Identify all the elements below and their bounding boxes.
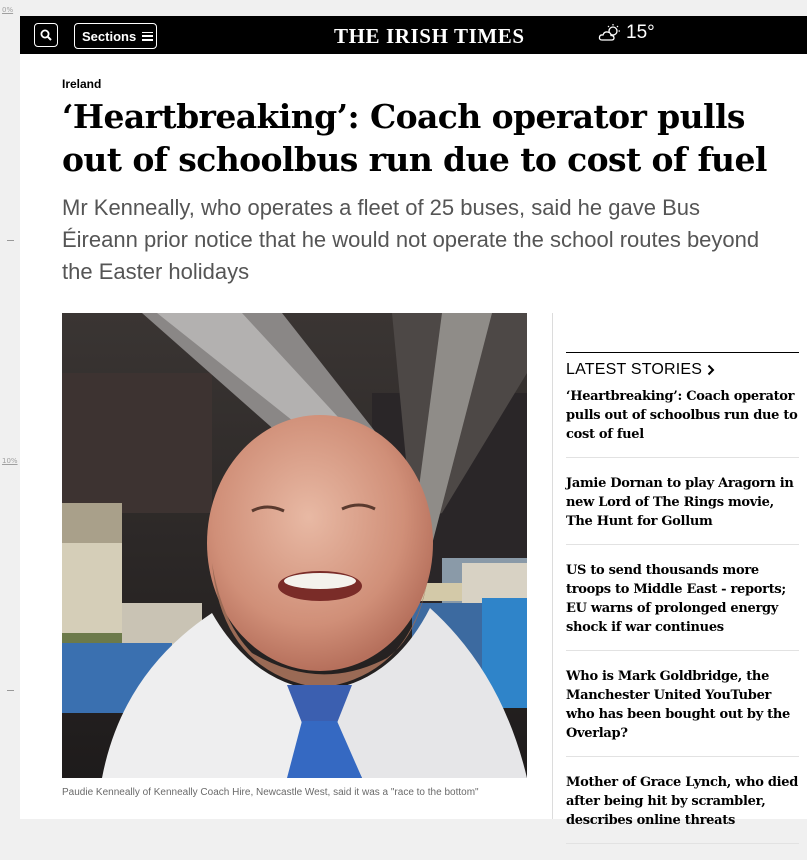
top-strip	[20, 0, 807, 16]
latest-stories-title: LATEST STORIES	[566, 361, 703, 378]
search-icon	[40, 29, 52, 41]
sections-menu-button[interactable]	[74, 23, 157, 49]
article-standfirst: Mr Kenneally, who operates a fleet of 25 buses, said he gave Bus Éireann prior notice that he would not operate the school routes beyond the Easter holidays	[62, 195, 760, 284]
site-logo[interactable]: THE IRISH TIMES	[334, 24, 525, 48]
latest-story-link[interactable]: US to send thousands more troops to Middle East - reports; EU warns of prolonged energy shock if war continues	[566, 561, 799, 651]
section-label[interactable]: Ireland	[62, 77, 102, 91]
menu-icon	[142, 32, 153, 41]
article-headline: ‘Heartbreaking’: Coach operator pulls out of schoolbus run due to cost of fuel	[62, 97, 767, 179]
ruler-mark-0: 0%	[2, 6, 14, 14]
latest-story-link[interactable]: ‘Heartbreaking’: Coach operator pulls out of schoolbus run due to cost of fuel	[566, 387, 799, 458]
weather-widget[interactable]	[598, 22, 655, 44]
latest-stories	[566, 352, 799, 860]
latest-story-link[interactable]: Who is Mark Goldbridge, the Manchester United YouTuber who has been bought out by the Overlap?	[566, 667, 799, 757]
ruler-tick	[7, 690, 14, 691]
weather-cloud-sun-icon	[598, 23, 624, 43]
latest-stories-rule	[566, 352, 799, 353]
hero-photo[interactable]	[62, 313, 527, 778]
photo-illustration	[62, 313, 527, 778]
masthead	[20, 16, 807, 54]
latest-stories-heading[interactable]	[566, 361, 799, 379]
chevron-right-icon	[707, 364, 715, 376]
image-caption: Paudie Kenneally of Kenneally Coach Hire, Newcastle West, said it was a "race to the bottom"	[62, 787, 479, 798]
latest-story-link[interactable]: Jamie Dornan to play Aragorn in new Lord of The Rings movie, The Hunt for Gollum	[566, 474, 799, 545]
article-page	[20, 16, 807, 828]
ruler-mark-10: 10%	[2, 457, 18, 465]
temperature: 15°	[626, 22, 655, 43]
ruler-tick	[7, 240, 14, 241]
search-button[interactable]	[34, 23, 58, 47]
latest-story-link[interactable]: Mother of Grace Lynch, who died after being hit by scrambler, describes online threats	[566, 773, 799, 844]
column-divider	[552, 313, 553, 819]
scroll-ruler	[0, 0, 20, 819]
sections-label: Sections	[82, 28, 137, 44]
